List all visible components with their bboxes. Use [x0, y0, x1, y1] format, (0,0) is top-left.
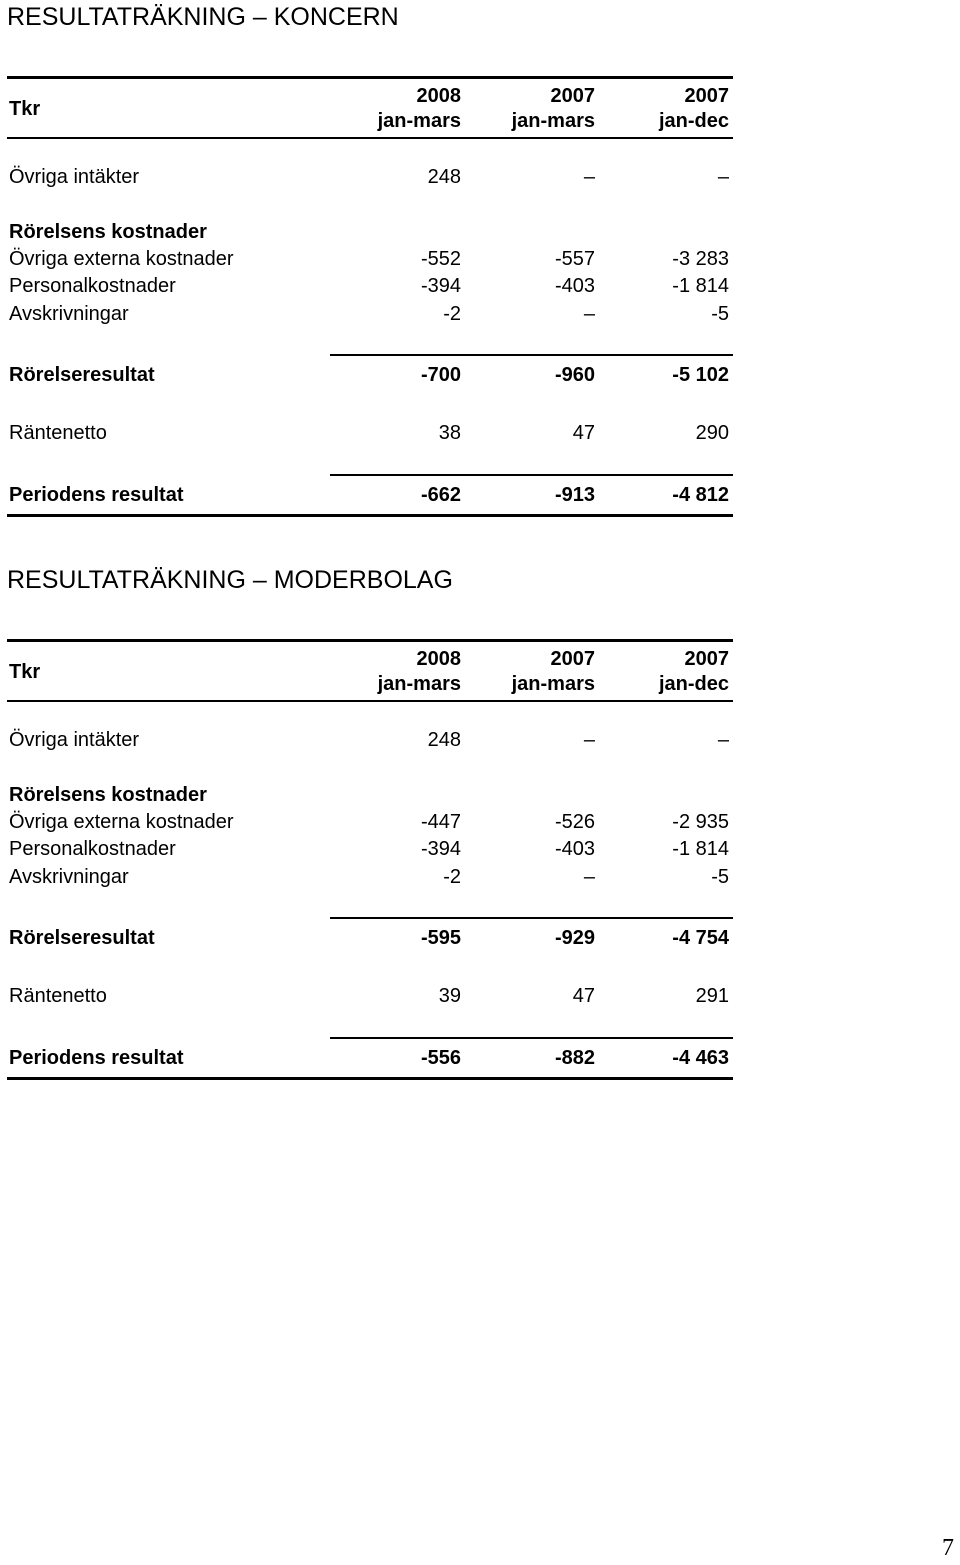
table-row-personal: Personalkostnader -394 -403 -1 814 — [9, 275, 729, 297]
table-row-avskrivningar: Avskrivningar -2 – -5 — [9, 866, 729, 888]
table-row-ovriga-intakter: Övriga intäkter 248 – – — [9, 166, 729, 188]
table-row-avskrivningar: Avskrivningar -2 – -5 — [9, 303, 729, 325]
table-row-periodens-resultat: Periodens resultat -662 -913 -4 812 — [9, 484, 729, 506]
table-row-rorelsens-kostnader: Rörelsens kostnader — [9, 221, 207, 243]
table-header — [7, 642, 733, 700]
table-row-personal: Personalkostnader -394 -403 -1 814 — [9, 838, 729, 860]
table-row-rorelsens-kostnader: Rörelsens kostnader — [9, 784, 207, 806]
column-header-1: 2008 jan-mars — [377, 648, 461, 695]
subtotal-rule — [330, 474, 733, 476]
income-statement-parent — [7, 565, 733, 1069]
table-row-ovriga-externa: Övriga externa kostnader -447 -526 -2 935 — [9, 811, 729, 833]
subtotal-rule — [330, 1037, 733, 1039]
section-title: RESULTATRÄKNING – MODERBOLAG — [7, 566, 453, 594]
bottom-rule — [7, 514, 733, 517]
income-statement-group — [7, 2, 733, 506]
subtotal-rule — [330, 354, 733, 356]
header-rule — [7, 137, 733, 139]
section-title: RESULTATRÄKNING – KONCERN — [7, 3, 399, 31]
column-header-2: 2007 jan-mars — [511, 85, 595, 132]
table-header — [7, 79, 733, 137]
table-row-rorelseresultat: Rörelseresultat -595 -929 -4 754 — [9, 927, 729, 949]
column-header-3: 2007 jan-dec — [658, 648, 729, 695]
column-header-3: 2007 jan-dec — [658, 85, 729, 132]
column-header-2: 2007 jan-mars — [511, 648, 595, 695]
bottom-rule — [7, 1077, 733, 1080]
table-row-ovriga-externa: Övriga externa kostnader -552 -557 -3 283 — [9, 248, 729, 270]
unit-label: Tkr — [9, 661, 41, 683]
table-row-rorelseresultat: Rörelseresultat -700 -960 -5 102 — [9, 364, 729, 386]
table-row-rantenetto: Räntenetto 39 47 291 — [9, 985, 729, 1007]
subtotal-rule — [330, 917, 733, 919]
header-rule — [7, 700, 733, 702]
table-row-periodens-resultat: Periodens resultat -556 -882 -4 463 — [9, 1047, 729, 1069]
table-row-ovriga-intakter: Övriga intäkter 248 – – — [9, 729, 729, 751]
table-row-rantenetto: Räntenetto 38 47 290 — [9, 422, 729, 444]
column-header-1: 2008 jan-mars — [377, 85, 461, 132]
page-number: 7 — [942, 1535, 954, 1561]
unit-label: Tkr — [9, 98, 41, 120]
